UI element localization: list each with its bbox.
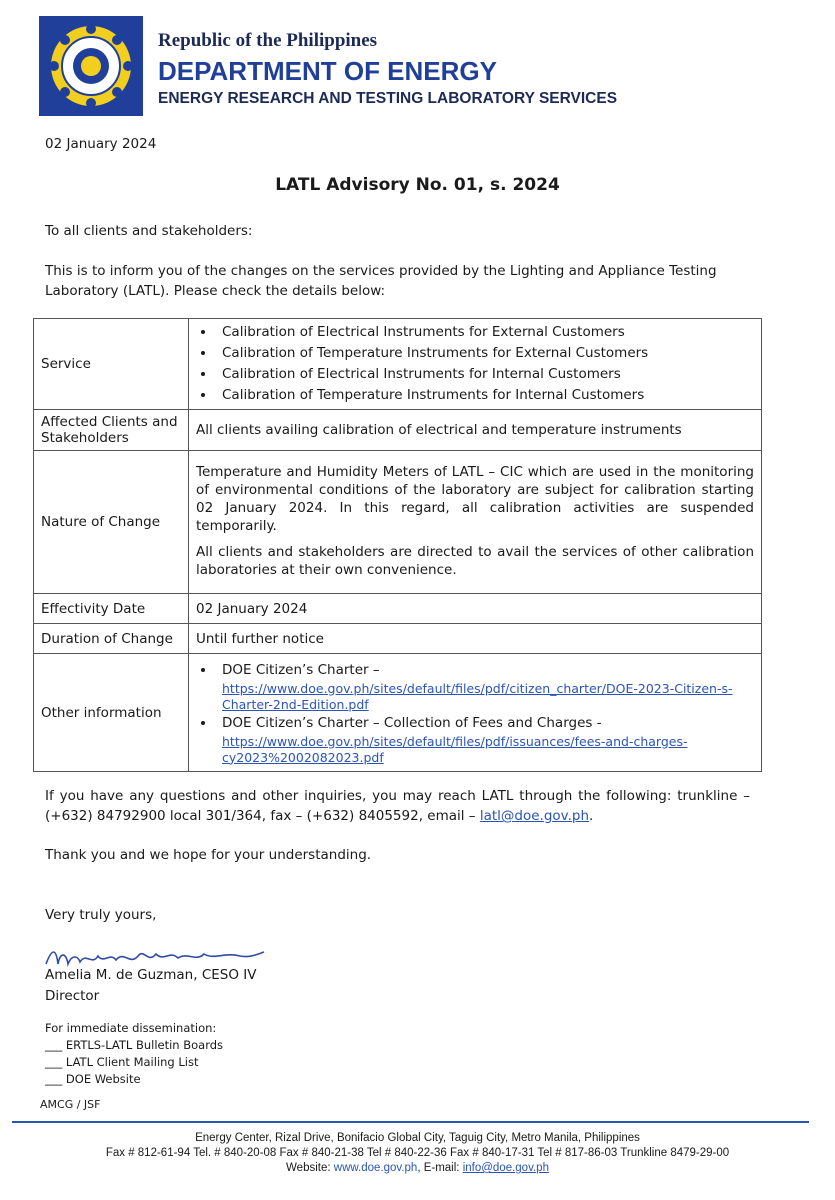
other-info-label: Other information (34, 654, 189, 772)
nature-label: Nature of Change (34, 451, 189, 594)
valediction: Very truly yours, (45, 907, 157, 923)
footer-numbers: Fax # 812-61-94 Tel. # 840-20-08 Fax # 840-21-38 Tel # 840-22-36 Fax # 840-17-31 Tel # 817-86-03 Trunkline 8479-29-00 (105, 1147, 730, 1159)
website-link[interactable]: www.doe.gov.ph (333, 1162, 418, 1174)
service-cell (189, 319, 762, 410)
other-info-item (216, 713, 754, 766)
dissemination-item: ___ ERTLS-LATL Bulletin Boards (45, 1038, 224, 1052)
service-item: • Calibration of Temperature Instruments for Internal Customers (216, 385, 754, 406)
charter-link[interactable]: https://www.doe.gov.ph/sites/default/files/pdf/citizen_charter/DOE-2023-Citizen-s-Charter-2nd-Edition.pdf (222, 680, 733, 712)
republic-heading: Republic of the Philippines (158, 30, 378, 51)
duration-value: Until further notice (189, 624, 762, 654)
affected-label: Affected Clients and Stakeholders (34, 410, 189, 451)
footer-contacts: Website: www.doe.gov.ph, E-mail: info@doe.gov.ph (286, 1162, 549, 1174)
dissemination-item: ___ DOE Website (45, 1072, 141, 1086)
dissemination-item-label: DOE Website (65, 1072, 141, 1086)
other-info-item (216, 660, 754, 713)
nature-cell (189, 451, 762, 594)
service-item: • Calibration of Temperature Instruments for External Customers (216, 343, 754, 364)
info-email-link[interactable]: info@doe.gov.ph (462, 1162, 549, 1174)
inquiries-text: If you have any questions and other inquiries, you may reach LATL through the following: trunkline – (+632) 84792900 local 301/364, fax – (+632) 8405592, email – (45, 788, 750, 824)
intro-paragraph: This is to inform you of the changes on the services provided by the Lighting and Appliance Testing Laboratory (LATL). Please check the details below: (45, 263, 717, 299)
signatory-name: Amelia M. de Guzman, CESO IV (45, 967, 257, 983)
fees-text: DOE Citizen’s Charter – Collection of Fees and Charges - (222, 714, 602, 731)
latl-email-link[interactable]: latl@doe.gov.ph (479, 808, 590, 824)
other-info-cell (189, 654, 762, 772)
advisory-title: LATL Advisory No. 01, s. 2024 (275, 175, 560, 195)
thanks-line: Thank you and we hope for your understanding. (45, 847, 372, 863)
service-label: Service (34, 319, 189, 410)
charter-text: DOE Citizen’s Charter – (222, 661, 380, 678)
dissemination-heading: For immediate dissemination: (45, 1021, 217, 1035)
duration-label: Duration of Change (34, 624, 189, 654)
fees-link[interactable]: https://www.doe.gov.ph/sites/default/files/pdf/issuances/fees-and-charges-cy2023%2002082023.pdf (222, 733, 688, 765)
email-label: E-mail: (423, 1162, 460, 1174)
salutation: To all clients and stakeholders: (45, 223, 253, 239)
service-item: • Calibration of Electrical Instruments for External Customers (216, 322, 754, 343)
initials: AMCG / JSF (40, 1098, 101, 1111)
advisory-table (33, 318, 762, 772)
office-heading: ENERGY RESEARCH AND TESTING LABORATORY SERVICES (158, 90, 618, 107)
doe-seal-logo (39, 16, 143, 116)
dissemination-item-label: ERTLS-LATL Bulletin Boards (65, 1038, 224, 1052)
affected-value: All clients availing calibration of electrical and temperature instruments (189, 410, 762, 451)
dissemination-item: ___ LATL Client Mailing List (45, 1055, 199, 1069)
inquiries-paragraph: If you have any questions and other inquiries, you may reach LATL through the following: trunkline – (+632) 84792900 local 301/364, fax – (+632) 8405592, email – latl@doe.gov.ph. (45, 788, 750, 824)
effectivity-label: Effectivity Date (34, 594, 189, 624)
service-item: • Calibration of Electrical Instruments for Internal Customers (216, 364, 754, 385)
department-heading: DEPARTMENT OF ENERGY (158, 56, 497, 86)
signatory-position: Director (45, 988, 100, 1004)
footer-address: Energy Center, Rizal Drive, Bonifacio Global City, Taguig City, Metro Manila, Philippines (195, 1132, 640, 1144)
website-label: Website: (286, 1162, 331, 1174)
effectivity-value: 02 January 2024 (189, 594, 762, 624)
nature-paragraph-1: Temperature and Humidity Meters of LATL – CIC which are used in the monitoring of environmental conditions of the laboratory are subject for calibration starting 02 January 2024. In this regard, all calibration activities are suspended temporarily. (196, 464, 754, 534)
nature-paragraph-2: All clients and stakeholders are directed to avail the services of other calibration laboratories at their own convenience. (196, 544, 754, 578)
letter-date: 02 January 2024 (45, 136, 157, 152)
footer-divider (12, 1121, 809, 1123)
dissemination-item-label: LATL Client Mailing List (65, 1055, 199, 1069)
